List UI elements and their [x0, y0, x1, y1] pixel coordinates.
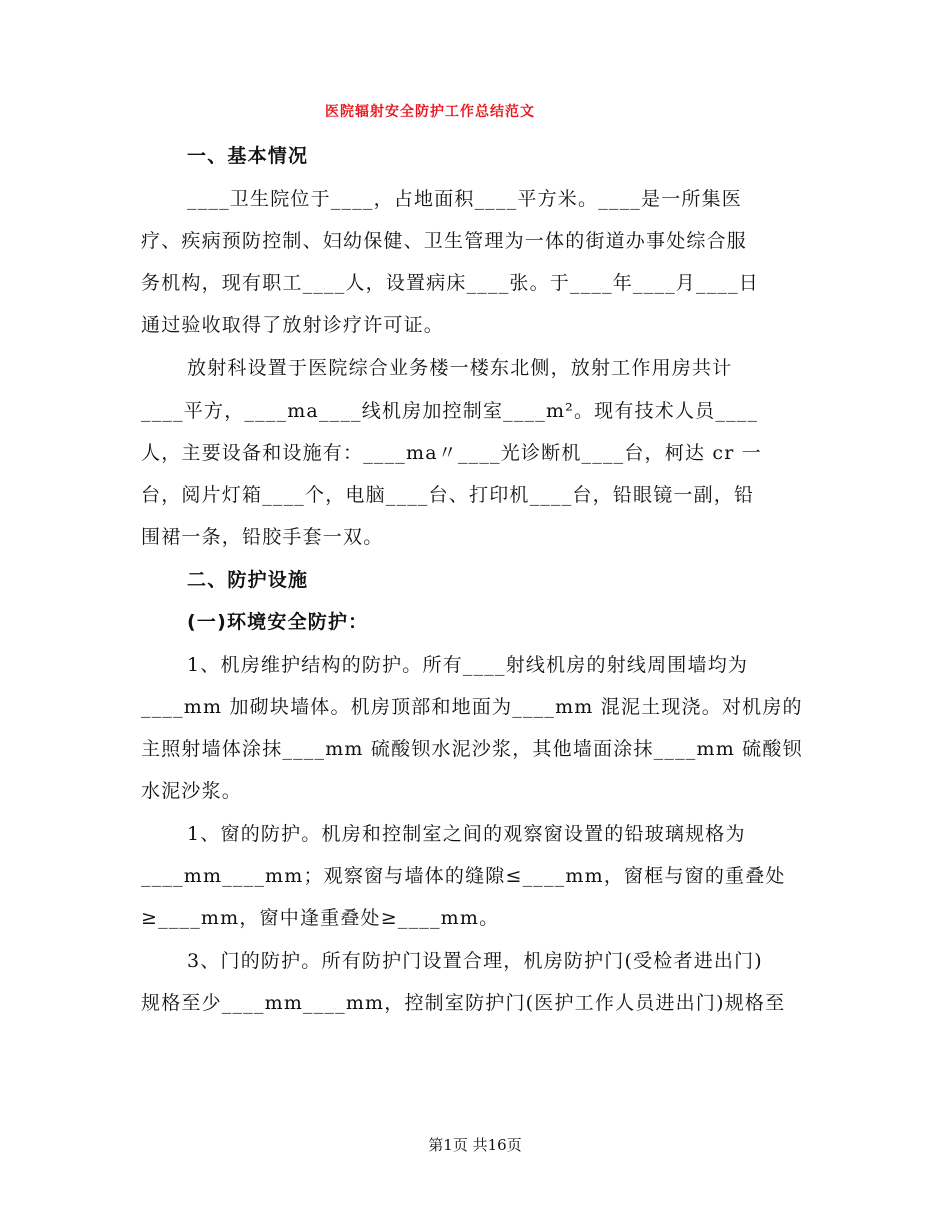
- document-title: 医院辐射安全防护工作总结范文: [325, 104, 535, 120]
- section-heading-protection: 二、防护设施: [187, 569, 309, 591]
- paragraph-line: 主照射墙体涂抹____mm 硫酸钡水泥沙浆，其他墙面涂抹____mm 硫酸钡: [141, 738, 803, 760]
- paragraph-line: 水泥沙浆。: [141, 780, 243, 802]
- paragraph-line: 1、机房维护结构的防护。所有____射线机房的射线周围墙均为: [187, 654, 749, 676]
- paragraph-line: 台，阅片灯箱____个，电脑____台、打印机____台，铅眼镜一副，铅: [141, 484, 755, 506]
- paragraph-line: 人，主要设备和设施有：____ma〃____光诊断机____台，柯达 cr 一: [141, 442, 762, 464]
- paragraph-line: ____平方，____ma____线机房加控制室____m²。现有技术人员____: [141, 400, 759, 422]
- paragraph-line: 3、门的防护。所有防护门设置合理，机房防护门(受检者进出门): [187, 950, 763, 972]
- paragraph-line: 通过验收取得了放射诊疗许可证。: [141, 314, 445, 336]
- paragraph-line: ____mm 加砌块墙体。机房顶部和地面为____mm 混泥土现浇。对机房的: [141, 696, 803, 718]
- subsection-heading-environment: (一)环境安全防护：: [187, 611, 369, 633]
- paragraph-line: ____卫生院位于____，占地面积____平方米。____是一所集医: [187, 188, 743, 210]
- paragraph-line: 围裙一条，铅胶手套一双。: [141, 526, 384, 548]
- section-heading-basic-info: 一、基本情况: [187, 145, 309, 167]
- paragraph-line: ____mm____mm；观察窗与墙体的缝隙≤____mm，窗框与窗的重叠处: [141, 865, 786, 887]
- paragraph-line: 务机构，现有职工____人，设置病床____张。于____年____月____日: [141, 272, 760, 294]
- paragraph-line: 1、窗的防护。机房和控制室之间的观察窗设置的铅玻璃规格为: [187, 823, 746, 845]
- paragraph-line: ≥____mm，窗中逢重叠处≥____mm。: [141, 907, 500, 929]
- page-number-footer: 第1页 共16页: [428, 1136, 522, 1154]
- paragraph-line: 放射科设置于医院综合业务楼一楼东北侧，放射工作用房共计: [187, 357, 733, 379]
- paragraph-line: 规格至少____mm____mm，控制室防护门(医护工作人员进出门)规格至: [141, 992, 786, 1014]
- paragraph-line: 疗、疾病预防控制、妇幼保健、卫生管理为一体的街道办事处综合服: [141, 230, 748, 252]
